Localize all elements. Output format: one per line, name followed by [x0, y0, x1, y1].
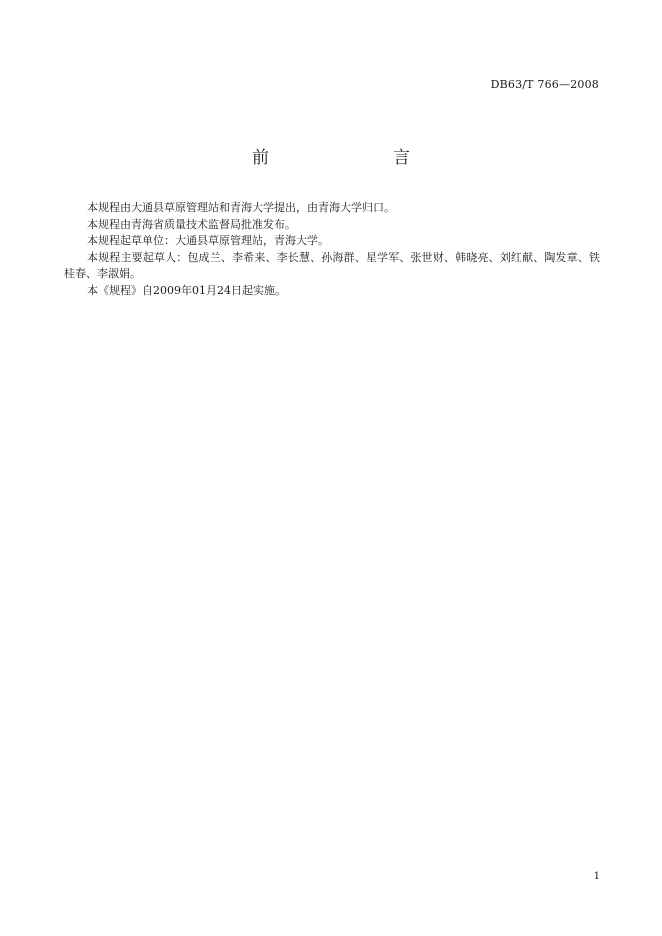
page-title: 前 言 [252, 148, 440, 168]
document-code: DB63/T 766—2008 [490, 78, 599, 91]
paragraph-drafting-units: 本规程起草单位：大通县草原管理站，青海大学。 [87, 234, 329, 247]
paragraph-proposer: 本规程由大通县草原管理站和青海大学提出，由青海大学归口。 [87, 201, 395, 214]
paragraph-approval: 本规程由青海省质量技术监督局批准发布。 [87, 217, 296, 231]
foreword-body [64, 200, 600, 299]
paragraph-drafters: 本规程主要起草人：包成兰、李希来、李长慧、孙海群、星学军、张世财、韩晓亮、刘红献、陶发章、铁桂春、李淑娟。 [64, 250, 600, 280]
page-number: 1 [593, 871, 600, 882]
paragraph-effective-date: 本《规程》自2009年01月24日起实施。 [87, 283, 286, 297]
